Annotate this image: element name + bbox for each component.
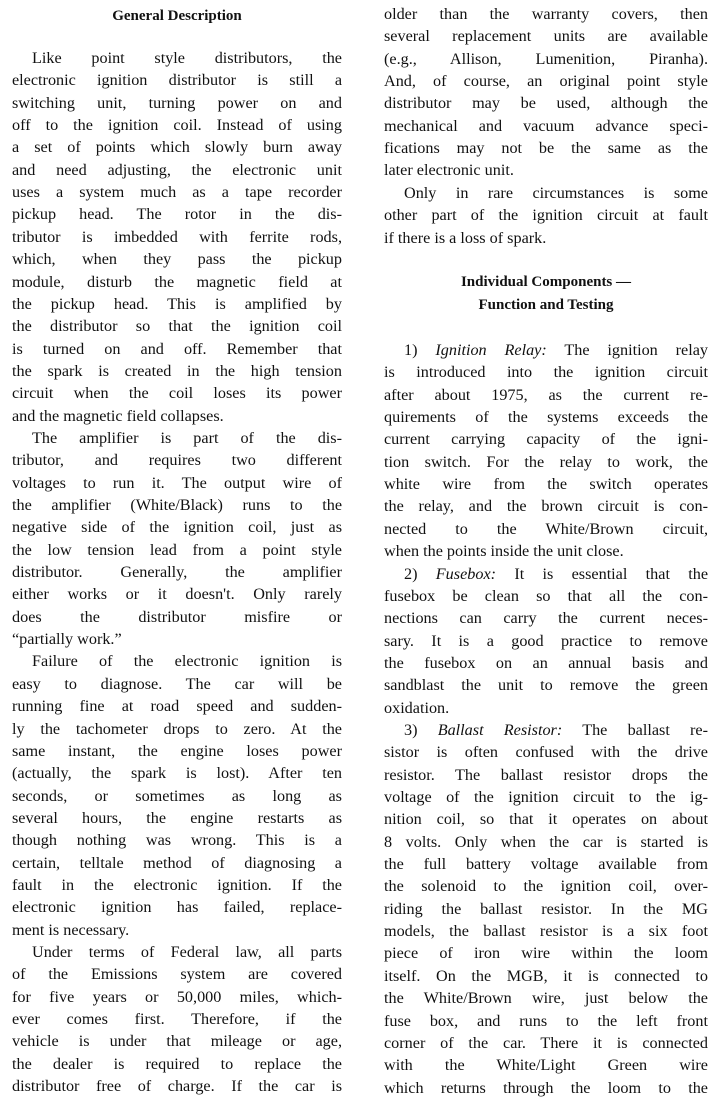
text-line: oxidation. xyxy=(384,698,450,717)
text-line: and need adjusting, the electronic unit xyxy=(12,160,342,179)
text-line: the White/Brown wire, just below the xyxy=(384,989,708,1008)
text-line: either works or it doesn't. Only rarely xyxy=(12,585,342,604)
text-line: Under terms of Federal law, all parts xyxy=(32,943,342,961)
text-line: seconds, or sometimes as long as xyxy=(12,786,342,805)
text-line: voltages to run it. The output wire of xyxy=(12,473,342,492)
text-line: ly the tachometer drops to zero. At the xyxy=(12,719,342,738)
text-line: is turned on and off. Remember that xyxy=(12,339,342,358)
text-line: easy to diagnose. The car will be xyxy=(12,674,342,693)
text-line: the pickup head. This is amplified by xyxy=(12,294,342,313)
text-line: sandblast the unit to remove the green xyxy=(384,676,708,695)
text-line: (e.g., Allison, Lumenition, Piranha). xyxy=(384,49,708,68)
text-line: the full battery voltage available from xyxy=(384,855,708,874)
text-line: same instant, the engine loses power xyxy=(12,741,342,760)
text-line: when the points inside the unit close. xyxy=(384,542,624,561)
item-text: The ballast re- xyxy=(582,720,709,739)
text-line: module, disturb the magnetic field at xyxy=(12,272,342,291)
text-line: electronic ignition has failed, replace- xyxy=(12,898,342,917)
text-line: though nothing was wrong. This is a xyxy=(12,831,342,850)
text-line: other part of the ignition circuit at fault xyxy=(384,206,708,225)
text-line: ment is necessary. xyxy=(12,920,130,939)
text-line: several replacement units are available xyxy=(384,27,708,46)
text-line: is introduced into the ignition circuit xyxy=(384,363,708,382)
text-line: itself. On the MGB, it is connected to xyxy=(384,966,708,985)
numbered-item-line xyxy=(384,340,708,360)
item-term: Fusebox: xyxy=(435,564,497,583)
text-line: negative side of the ignition coil, just as xyxy=(12,518,342,537)
item-text: It is essential that the xyxy=(514,564,709,583)
text-line: fusebox be clean so that all the con- xyxy=(384,586,708,605)
text-line: tributor is imbedded with ferrite rods, xyxy=(12,227,342,246)
text-line: certain, telltale method of diagnosing a xyxy=(12,853,342,872)
item-term: Ignition Relay: xyxy=(435,341,547,359)
text-line: sistor is often confused with the drive xyxy=(384,743,708,762)
text-line: Failure of the electronic ignition is xyxy=(32,652,342,671)
text-line: ever comes first. Therefore, if the xyxy=(12,1010,342,1029)
text-line: the solenoid to the ignition coil, over- xyxy=(384,877,708,896)
text-line: fuse box, and runs to the left front xyxy=(384,1011,708,1030)
text-line: vehicle is under that mileage or age, xyxy=(12,1032,342,1051)
numbered-item-line xyxy=(384,720,708,740)
text-line: current carrying capacity of the igni- xyxy=(384,430,708,449)
text-line: circuit when the coil loses its power xyxy=(12,384,342,403)
text-line: tributor, and requires two different xyxy=(12,451,342,470)
item-text: The ignition relay xyxy=(564,341,709,359)
text-line: and the magnetic field collapses. xyxy=(12,406,224,425)
text-line: distributor. Generally, the amplifier xyxy=(12,563,342,582)
text-line: several hours, the engine restarts as xyxy=(12,808,342,827)
text-line: the distributor so that the ignition coil xyxy=(12,317,342,336)
text-line: quirements of the systems exceeds the xyxy=(384,408,708,427)
text-line: The amplifier is part of the dis- xyxy=(32,428,342,447)
section-heading-function-testing: Function and Testing xyxy=(478,297,614,313)
text-line: the relay, and the brown circuit is con- xyxy=(384,497,708,516)
text-line: white wire from the switch operates xyxy=(384,475,708,494)
text-line: uses a system much as a tape recorder xyxy=(12,183,342,202)
text-line: older than the warranty covers, then xyxy=(384,5,708,23)
numbered-item-line xyxy=(384,564,708,584)
text-line: if there is a loss of spark. xyxy=(384,228,547,247)
text-line: fications may not be the same as the xyxy=(384,139,708,158)
item-number: 3) xyxy=(404,720,418,739)
text-line: nition coil, so that it operates on about xyxy=(384,810,708,829)
text-line: voltage of the ignition circuit to the ig- xyxy=(384,788,708,806)
text-line: nections can carry the current neces- xyxy=(384,609,708,628)
text-line: a set of points which slowly burn away xyxy=(12,138,342,157)
text-line: And, of course, an original point style xyxy=(384,72,708,91)
text-line: resistor. The ballast resistor drops the xyxy=(384,765,708,784)
text-line: off to the ignition coil. Instead of using xyxy=(12,116,342,135)
section-heading-individual-components: Individual Components — xyxy=(460,274,632,290)
text-line: riding the ballast resistor. In the MG xyxy=(384,899,708,918)
text-line: “partially work.” xyxy=(12,630,122,649)
item-number: 2) xyxy=(404,564,418,583)
text-line: running fine at road speed and sudden- xyxy=(12,697,342,716)
section-heading-general-description: General Description xyxy=(112,8,242,24)
text-line: electronic ignition distributor is still a xyxy=(12,71,342,90)
text-line: which, when they pass the pickup xyxy=(12,250,342,269)
text-line: (actually, the spark is lost). After ten xyxy=(12,764,342,783)
text-line: switching unit, turning power on and xyxy=(12,93,342,112)
item-number: 1) xyxy=(404,341,418,359)
text-line: the fusebox on an annual basis and xyxy=(384,653,708,672)
text-line: after about 1975, as the current re- xyxy=(384,385,708,404)
text-line: fault in the electronic ignition. If the xyxy=(12,875,342,894)
item-term: Ballast Resistor: xyxy=(437,720,563,739)
text-line: later electronic unit. xyxy=(384,161,514,180)
text-line: corner of the car. There it is connected xyxy=(384,1033,708,1052)
text-line: with the White/Light Green wire xyxy=(384,1056,708,1075)
text-line: mechanical and vacuum advance speci- xyxy=(384,116,708,135)
text-line: the low tension lead from a point style xyxy=(12,540,342,559)
text-line: the amplifier (White/Black) runs to the xyxy=(12,496,342,514)
text-line: the dealer is required to replace the xyxy=(12,1054,342,1073)
text-line: which returns through the loom to the xyxy=(384,1078,708,1097)
text-line: Like point style distributors, the xyxy=(32,49,342,67)
text-line: pickup head. The rotor in the dis- xyxy=(12,205,342,224)
text-line: distributor may be used, although the xyxy=(384,94,708,113)
text-line: the spark is created in the high tension xyxy=(12,361,342,380)
text-line: of the Emissions system are covered xyxy=(12,965,342,984)
text-line: Only in rare circumstances is some xyxy=(404,183,708,202)
text-line: piece of iron wire within the loom xyxy=(384,944,708,963)
text-line: tion switch. For the relay to work, the xyxy=(384,452,708,471)
text-line: does the distributor misfire or xyxy=(12,607,342,626)
text-line: models, the ballast resistor is a six foot xyxy=(384,922,708,941)
text-line: 8 volts. Only when the car is started is xyxy=(384,832,708,851)
text-line: for five years or 50,000 miles, which- xyxy=(12,987,342,1006)
text-line: nected to the White/Brown circuit, xyxy=(384,519,708,538)
text-line: distributor free of charge. If the car is xyxy=(12,1077,342,1096)
text-line: sary. It is a good practice to remove xyxy=(384,631,708,650)
